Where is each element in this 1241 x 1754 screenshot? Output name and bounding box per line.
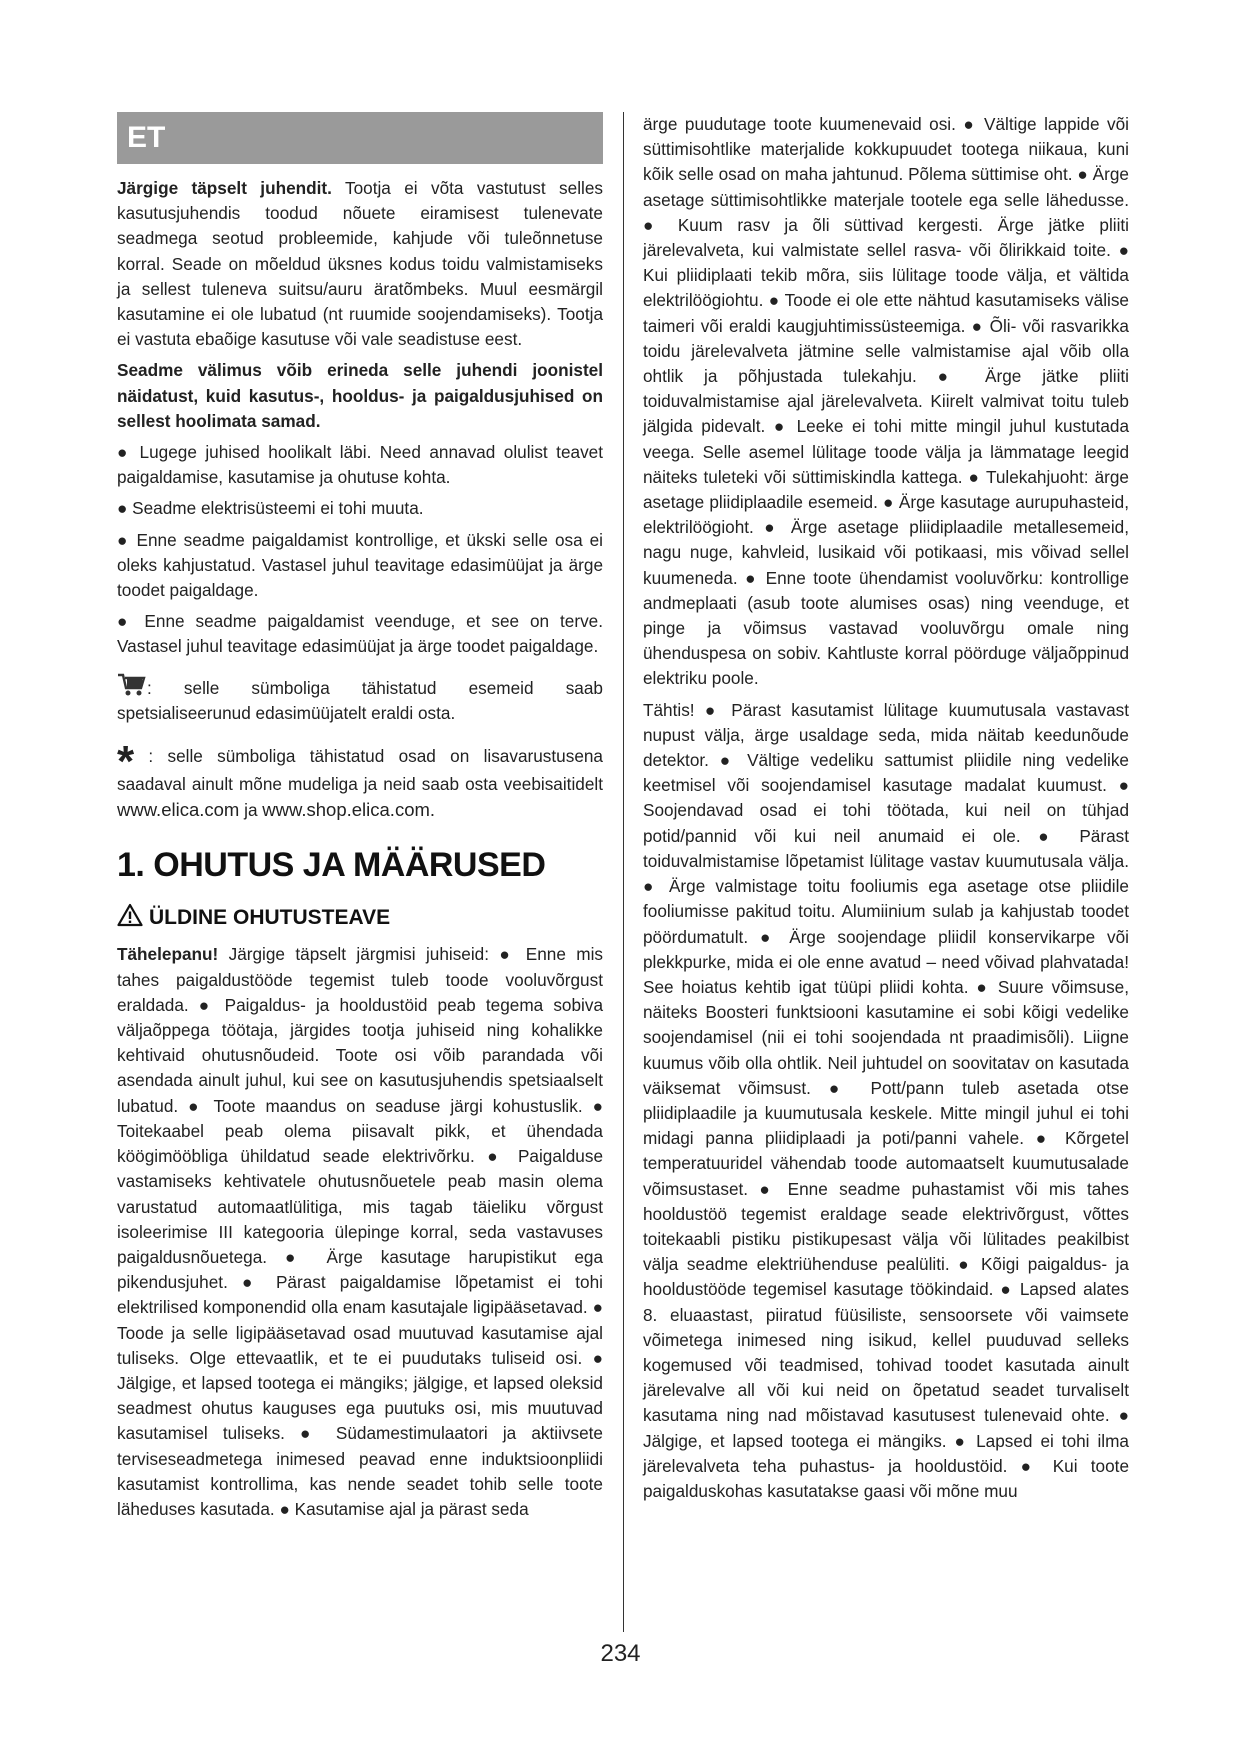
shopping-cart-icon [117, 672, 147, 698]
cart-symbol-note [117, 672, 603, 726]
url-join: ja [244, 800, 258, 821]
intro-paragraph [117, 176, 603, 352]
bullet-check-damage: ● Enne seadme paigaldamist kontrollige, et ükski selle osa ei oleks kahjustatud. Vastasel juhul teavitage edasimüüjat ja ärge toodet paigaldage. [117, 529, 603, 601]
bullet-no-modify: ● Seadme elektrisüsteemi ei tohi muuta. [117, 498, 424, 519]
language-header: ET [117, 112, 603, 164]
page-number: 234 [600, 1640, 641, 1667]
asterisk-text: : selle sümboliga tähistatud osad on lisavarustusena saadaval ainult mõne mudeliga ja neid saab osta veebisaitidelt [117, 746, 603, 795]
asterisk-icon: * [117, 737, 135, 787]
right-column [643, 112, 1129, 1510]
bullet-check-intact: ● Enne seadme paigaldamist veenduge, et see on terve. Vastasel juhul teavitage edasimüüjat ja ärge toodet paigaldage. [117, 611, 603, 657]
asterisk-symbol-note [117, 737, 603, 823]
shop-elica-url[interactable]: www.shop.elica.com. [262, 799, 436, 821]
subsection-title: ÜLDINE OHUTUSTEAVE [149, 906, 391, 930]
right-paragraph-2: Tähtis! ● Pärast kasutamist lülitage kuumutusala vastavast nupust välja, ärge usaldage seda, mida näitab keedunõude detektor. ● Vältige vedeliku sattumist pliidile ning vedelike keetmisel või soojendamisel kasutage madalat kuumust. ● Soojendavad osad ei tohi töötada, kui neil on tühjad potid/pannid või kui neil anumaid ei ole. ● Pärast toiduvalmistamise lõpetamist lülitage vastav kuumutusala välja. ● Ärge valmistage toitu fooliumis ega asetage otse pliidile fooliumisse pakitud toitu. Alumiinium sulab ja kahjustab toodet pöördumatult. ● Ärge soojendage pliidil konservikarpe või plekkpurke, mida ei ole enne avatud – need võivad plahvatada! See hoiatus kehtib igat tüüpi pliidi kohta. ● Suure võimsuse, näiteks Boosteri funktsiooni kasutamine ei sobi kõigi vedelike soojendamisel (nii ei tohi soojendada nt praadimisõli). Liigne kuumus võib olla ohtlik. Neil juhtudel on soovitatav on kasutada väiksemat võimsust. ● Pott/pann tuleb asetada otse pliidiplaadile ja kuumutusala keskele. Mitte mingil juhul ei tohi midagi panna pliidiplaadi ja poti/panni vahele. ● Kõrgetel temperatuuridel vähendab toode automaatselt kuumutusalade võimsustaset. ● Enne seadme puhastamist või mis tahes hooldustöö tegemist eraldage seade elektrivõrgust, võttes toitekaabli pistiku pistikupesast välja või lülitades peakilbist välja seadme elektriühenduse pealüliti. ● Kõigi paigaldus- ja hooldustööde tegemisel kasutage töökindaid. ● Lapsed alates 8. eluaastast, piiratud füüsiliste, sensoorsete või vaimsete võimetega inimesed ning isikud, kellel puuduvad selleks kogemused või teadmised, tohivad toodet kasutada ainult järelevalve all või kui neid on õpetatud seadet turvaliselt kasutama ning nad mõistavad kasutusest tulenevaid ohte. ● Jälgige, et lapsed tootega ei mängiks. ● Lapsed ei tohi ilma järelevalveta teha puhastus- ja hooldustöid. ● Kui toote paigalduskohas kasutatakse gaasi või mõne muu [643, 699, 1129, 1501]
warning-triangle-icon [117, 903, 143, 927]
bullet-read-instructions: ● Lugege juhised hoolikalt läbi. Need annavad olulist teavet paigaldamise, kasutamise ja ohutuse kohta. [117, 442, 603, 488]
cart-symbol-text: : selle sümboliga tähistatud esemeid saab spetsialiseerunud edasimüüjatelt eraldi osta. [117, 677, 603, 723]
safety-paragraph [117, 942, 603, 1522]
subsection-title-row [117, 903, 603, 932]
column-divider [623, 112, 624, 1632]
intro-bold: Järgige täpselt juhendit. [117, 178, 332, 198]
left-column [117, 112, 603, 1528]
attention-bold: Tähelepanu! [117, 944, 219, 965]
intro-text: Tootja ei võta vastutust selles kasutusjuhendis toodud nõuete eiramisest tulenevate seadmega seotud probleemide, kahjude või tuleõnnetuse korral. Seade on mõeldud üksnes kodus toidu valmistamiseks ja sellest tuleneva suitsu/auru äratõmbeks. Muul eesmärgil kasutamine ei ole lubatud (nt ruumide soojendamiseks). Tootja ei vastuta ebaõige kasutuse või vale seadistuse eest. [117, 178, 603, 350]
attention-text: Järgige täpselt järgmisi juhiseid: ● Enne mis tahes paigaldustööde tegemist tuleb toode vooluvõrgust eraldada. ● Paigaldus- ja hooldustöid peab tegema sobiva väljaõppega töötaja, järgides tootja juhiseid ning kohalikke kehtivaid ohutusnõudeid. Toote osi võib parandada või asendada ainult juhul, kui see on kasutusjuhendis spetsiaalselt lubatud. ● Toote maandus on seaduse järgi kohustuslik. ● Toitekaabel peab olema piisavalt pikk, et ühendada köögimööbliga ühildatud seade elektrivõrku. ● Paigalduse vastamiseks kehtivatele ohutusnõuetele peab masin olema varustatud automaatlülitiga, mis tagab täieliku võrgust isoleerimise III kategooria ülepinge korral, seda vastavuses paigaldusnõuetega. ● Ärge kasutage harupistikut ega pikendusjuhet. ● Pärast paigaldamise lõpetamist ei tohi elektrilised komponendid olla enam kasutajale ligipääsetavad. ● Toode ja selle ligipääsetavad osad muutuvad kasutamise ajal tuliseks. Olge ettevaatlik, et te ei puudutaks tuliseid osi. ● Jälgige, et lapsed tootega ei mängiks; jälgige, et lapsed oleksid seadmest ohutus kauguses ega puutuks osi, mis muutuvad kasutamisel tuliseks. ● Südamestimulaatori ja aktiivsete terviseseadmetega inimesed peavad enne induktsioonpliidi kasutamist kontrollima, kas nende seadet tohib selle toote läheduses kasutada. ● Kasutamise ajal ja pärast seda [117, 944, 603, 1519]
elica-url[interactable]: www.elica.com [117, 799, 240, 821]
section-title: 1. OHUTUS JA MÄÄRUSED [117, 846, 546, 885]
right-paragraph-1: ärge puudutage toote kuumenevaid osi. ● Vältige lappide või süttimisohtlike materjalide kokkupuudet tootega niikaua, kuni kõik selle osad on maha jahtunud. Põlema süttimise oht. ● Ärge asetage süttimisohtlikke materjale tootele ega selle lähedusse. ● Kuum rasv ja õli süttivad kergesti. Ärge jätke pliiti järelevalveta, kui valmistate sellel rasva- või õlirikkaid toite. ● Kui pliidiplaati tekib mõra, siis lülitage toode välja, et vältida elektrilöögiohtu. ● Toode ei ole ette nähtud kasutamiseks välise taimeri või eraldi kaugjuhtimissüsteemiga. ● Õli- või rasvarikka toidu järelevalveta jätmine selle valmistamise ajal võib olla ohtlik ja põhjustada tulekahju. ● Ärge jätke pliiti toiduvalmistamise ajal järelevalveta. Kiirelt valmivat toitu tuleb jälgida pidevalt. ● Leeke ei tohi mitte mingil juhul kustutada veega. Selle asemel lülitage toode välja ja lämmatage leegid näiteks tuleteki või süttimiskindla kattega. ● Tulekahjuoht: ärge asetage pliidiplaadile esemeid. ● Ärge kasutage aurupuhasteid, elektrilöögioht. ● Ärge asetage pliidiplaadile metallesemeid, nagu nuge, kahvleid, lusikaid või potikaasi, mis võivad sellel kuumeneda. ● Enne toote ühendamist vooluvõrku: kontrollige andmeplaati (asub toote alumises osas) ning veenduge, et pinge ja võimsus vastavad vooluvõrgu omale ning ühenduspesa on sobiv. Kahtluste korral pöörduge väljaõppinud elektriku poole. [643, 114, 1129, 689]
appearance-note: Seadme välimus võib erineda selle juhendi joonistel näidatust, kuid kasutus-, hooldus- ja paigaldusjuhised on sellest hoolimata samad. [117, 360, 603, 431]
